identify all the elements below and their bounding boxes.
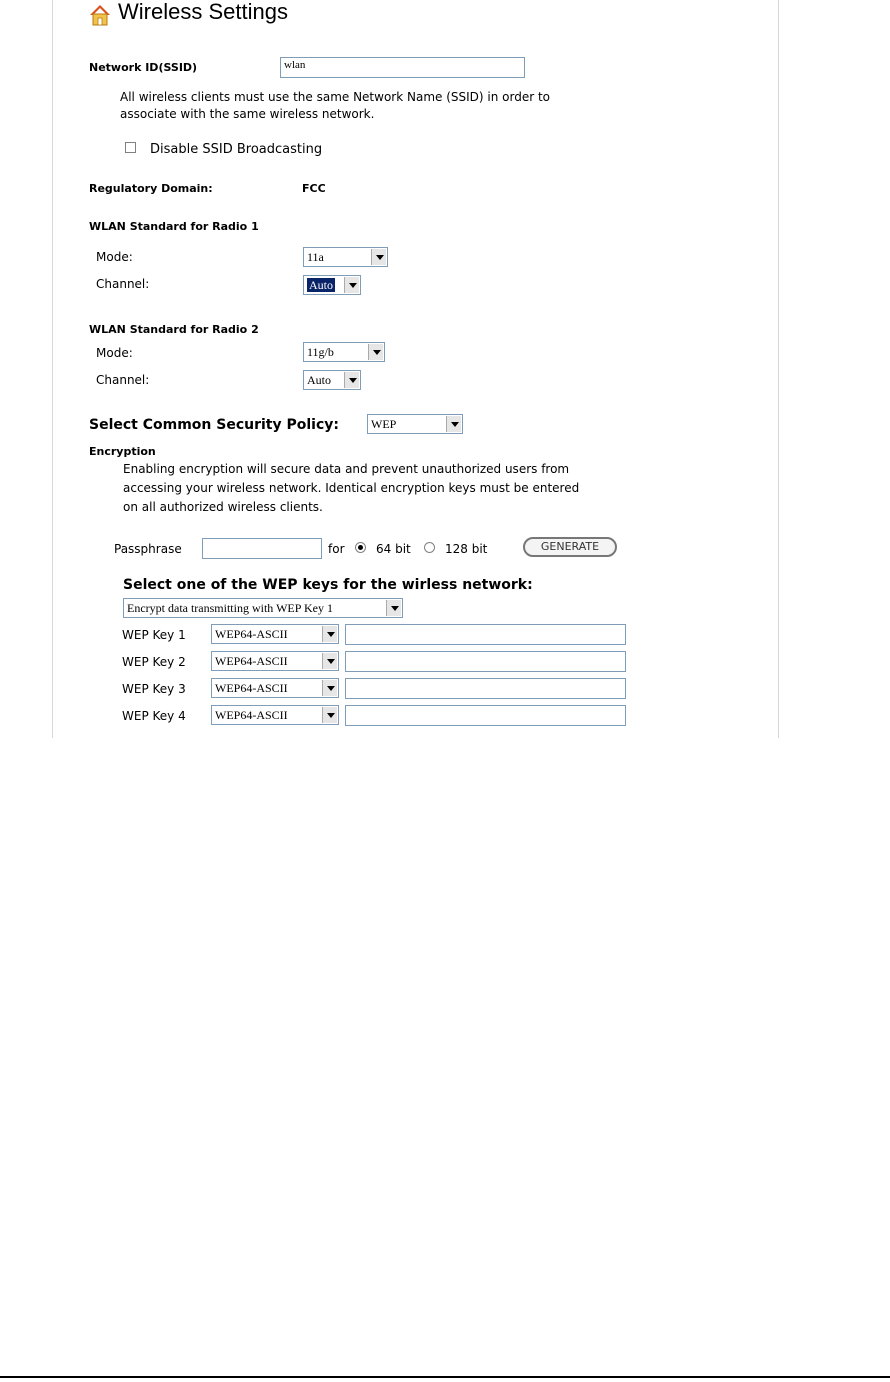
- radio2-mode-value: 11g/b: [307, 345, 334, 359]
- wep-key-type-value: WEP64-ASCII: [215, 681, 288, 695]
- security-policy-value: WEP: [371, 417, 397, 431]
- wep-key-label: WEP Key 1: [122, 628, 186, 642]
- chevron-down-icon: [386, 600, 401, 616]
- radio1-channel-label: Channel:: [96, 277, 150, 291]
- wep-key-type-select[interactable]: [211, 624, 339, 644]
- wep-key-type-select[interactable]: [211, 705, 339, 725]
- wep-keys-heading: Select one of the WEP keys for the wirless network:: [123, 577, 533, 593]
- wep-key-input[interactable]: [345, 705, 626, 726]
- regulatory-domain-label: Regulatory Domain:: [89, 182, 213, 195]
- wep-key-input[interactable]: [345, 678, 626, 699]
- wep-key-input[interactable]: [345, 651, 626, 672]
- chevron-down-icon: [371, 249, 386, 265]
- ssid-help-text-2: associate with the same wireless network.: [120, 107, 375, 121]
- radio1-heading: WLAN Standard for Radio 1: [89, 220, 259, 233]
- radio2-mode-select[interactable]: [303, 342, 385, 362]
- wep-key-input[interactable]: [345, 624, 626, 645]
- radio2-channel-value: Auto: [307, 373, 331, 387]
- radio2-channel-select[interactable]: [303, 370, 361, 390]
- radio1-mode-label: Mode:: [96, 250, 133, 264]
- encryption-heading: Encryption: [89, 445, 156, 458]
- chevron-down-icon: [344, 277, 359, 293]
- chevron-down-icon: [322, 707, 337, 723]
- wep-key-type-value: WEP64-ASCII: [215, 627, 288, 641]
- wep-key-type-value: WEP64-ASCII: [215, 708, 288, 722]
- for-label: for: [328, 542, 345, 556]
- chevron-down-icon: [322, 653, 337, 669]
- radio1-channel-select[interactable]: [303, 275, 361, 295]
- wep-key-label: WEP Key 3: [122, 682, 186, 696]
- passphrase-input[interactable]: [202, 538, 322, 559]
- security-policy-label: Select Common Security Policy:: [89, 417, 340, 433]
- radio1-channel-value: Auto: [309, 278, 333, 292]
- page-bottom-rule: [0, 1376, 890, 1378]
- encryption-text-2: accessing your wireless network. Identical encryption keys must be entered: [123, 481, 580, 495]
- passphrase-label: Passphrase: [114, 542, 182, 556]
- radio1-mode-value: 11a: [307, 250, 324, 264]
- ssid-label: Network ID(SSID): [89, 61, 198, 74]
- home-icon: [89, 4, 111, 26]
- wep-key-type-select[interactable]: [211, 651, 339, 671]
- wep-key-label: WEP Key 4: [122, 709, 186, 723]
- 128-bit-label: 128 bit: [445, 542, 488, 556]
- encryption-text-1: Enabling encryption will secure data and prevent unauthorized users from: [123, 462, 570, 476]
- wep-key-label: WEP Key 2: [122, 655, 186, 669]
- ssid-help-text: All wireless clients must use the same Network Name (SSID) in order to: [120, 90, 551, 104]
- chevron-down-icon: [368, 344, 383, 360]
- wep-key-type-value: WEP64-ASCII: [215, 654, 288, 668]
- disable-ssid-broadcast-checkbox[interactable]: [125, 142, 136, 153]
- radio2-heading: WLAN Standard for Radio 2: [89, 323, 259, 336]
- chevron-down-icon: [446, 416, 461, 432]
- page-title: Wireless Settings: [118, 0, 288, 24]
- regulatory-domain-value: FCC: [302, 182, 326, 195]
- radio2-mode-label: Mode:: [96, 346, 133, 360]
- 128-bit-radio[interactable]: [424, 542, 435, 553]
- default-wep-key-select[interactable]: [123, 598, 403, 618]
- 64-bit-radio[interactable]: [355, 542, 366, 553]
- 64-bit-label: 64 bit: [376, 542, 411, 556]
- security-policy-select[interactable]: [367, 414, 463, 434]
- encryption-text-3: on all authorized wireless clients.: [123, 500, 323, 514]
- radio1-mode-select[interactable]: [303, 247, 388, 267]
- generate-button[interactable]: GENERATE: [523, 537, 617, 557]
- disable-ssid-broadcast-label: Disable SSID Broadcasting: [150, 142, 323, 157]
- chevron-down-icon: [322, 680, 337, 696]
- radio2-channel-label: Channel:: [96, 373, 150, 387]
- wep-key-type-select[interactable]: [211, 678, 339, 698]
- ssid-input[interactable]: wlan: [280, 57, 525, 78]
- default-wep-key-value: Encrypt data transmitting with WEP Key 1: [127, 601, 333, 615]
- chevron-down-icon: [344, 372, 359, 388]
- chevron-down-icon: [322, 626, 337, 642]
